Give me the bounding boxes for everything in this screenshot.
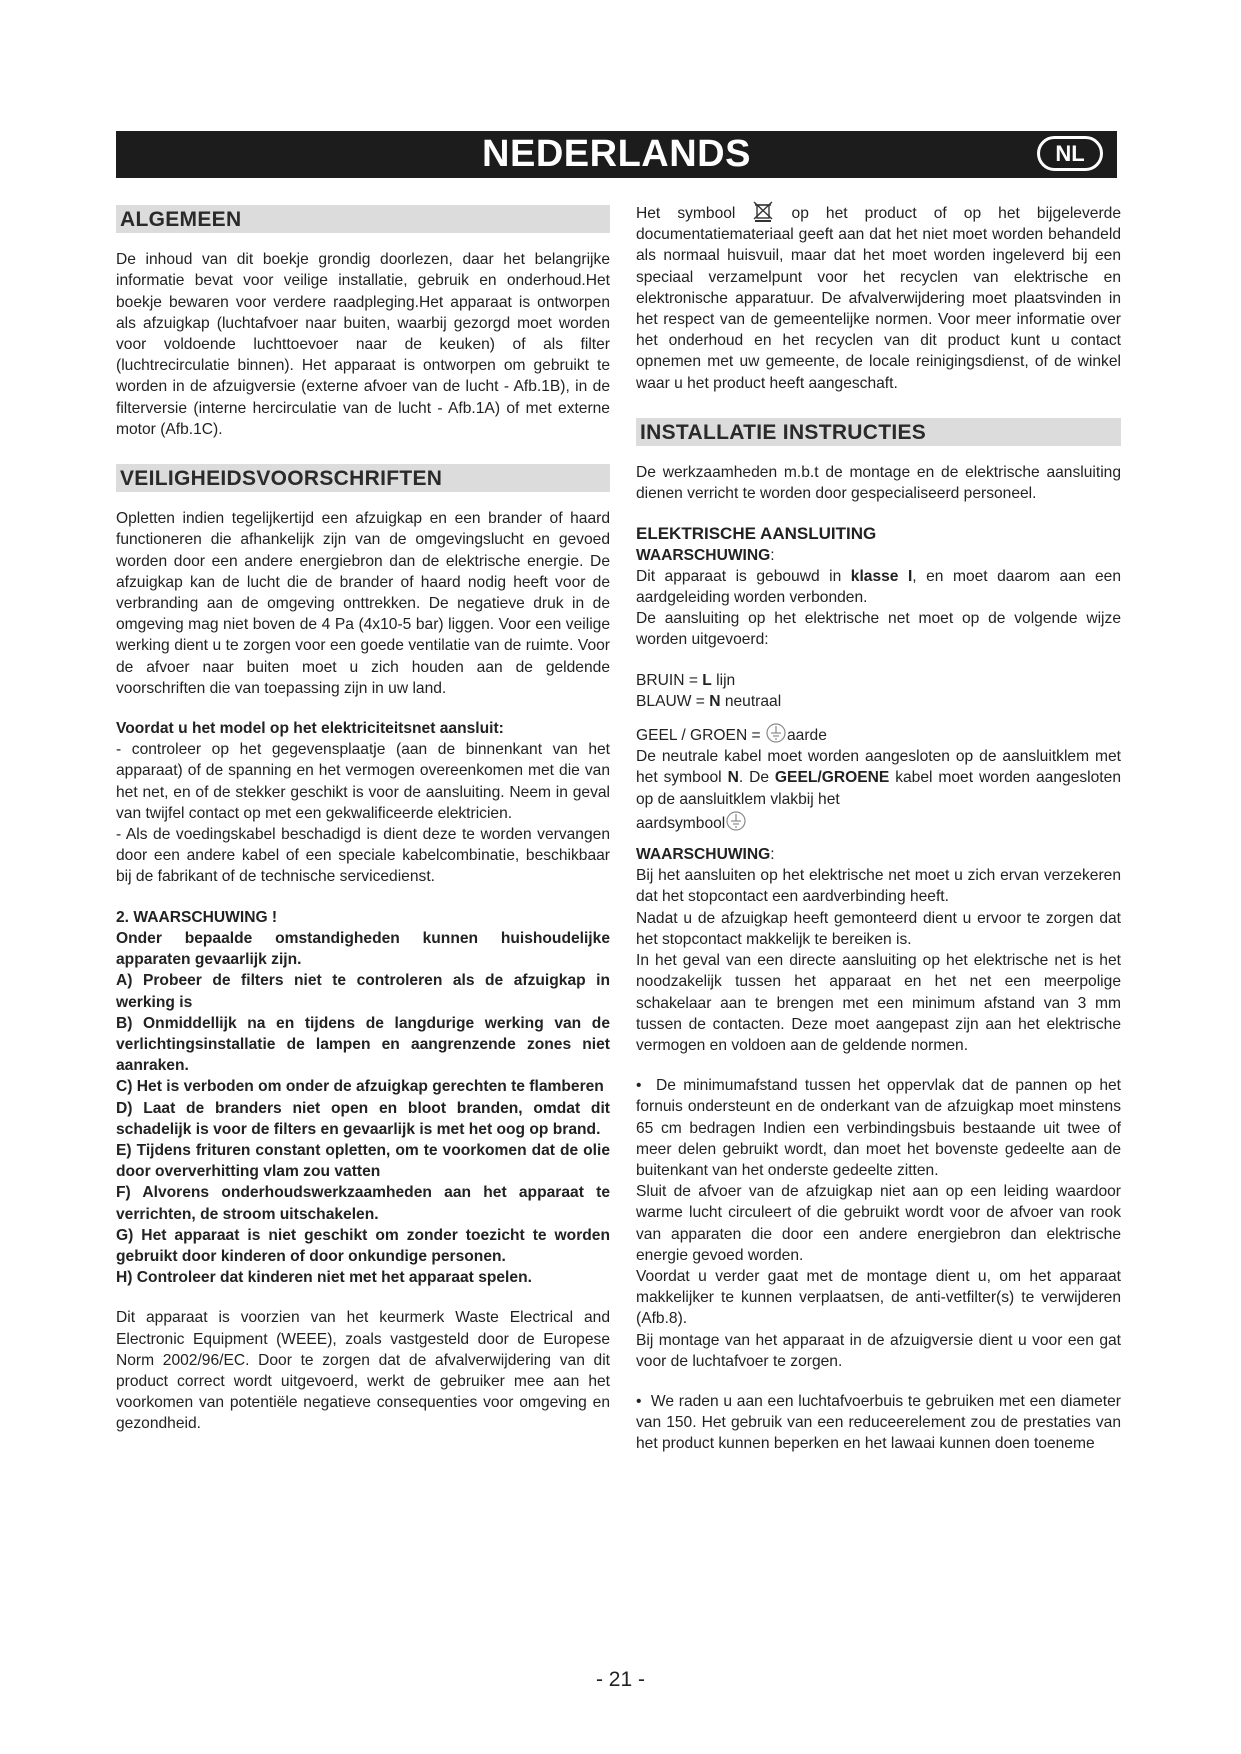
section-heading-algemeen: ALGEMEEN: [116, 205, 610, 233]
p-voordat: Voordat u verder gaat met de montage dient u, om het apparaat makkelijker te kunnen verplaatsen, de anti-vetfilter(s) te verwijderen (Afb.8).: [636, 1267, 1121, 1328]
crossed-bin-icon: [752, 200, 774, 222]
weee-symbol-paragraph: Het symbool op het product of op het bijgeleverde documentatiemateriaal geeft aan dat het niet moet worden behandeld als normaal huisvuil, maar dat het moet worden ingeleverd bij een speciaal verzamelpunt voor het recyclen van elektrische en elektronische apparatuur. De afvalverwijdering moet plaatsvinden in het respect van de gemeentelijke normen. Voor meer informatie over het onderhoud en het recyclen van dit product kunt u contact opnemen met uw gemeente, de locale reinigingsdienst, of de winkel waar u het product heeft aangeschaft.: [636, 200, 1121, 394]
wire-green: GEEL / GROEN = aarde: [636, 722, 1121, 746]
warning-item: C) Het is verboden om onder de afzuigkap gerechten te flamberen: [116, 1078, 604, 1096]
warning2-p3: In het geval van een directe aansluiting op het elektrische net is het noodzakelijk tussen het apparaat en het net een meerpolige schakelaar aan te brengen met een minimum afstand van 3 mm tussen de contacten. Deze moet aangepast zijn aan het elektrische vermogen en voldoen aan de geldende normen.: [636, 952, 1121, 1054]
neutral-text: De neutrale kabel moet worden aangesloten op de aansluitklem met het symbool N. De GEEL/GROENE kabel moet worden aangesloten op de aansluitklem vlakbij het: [636, 748, 1121, 808]
elec-warning-label: WAARSCHUWING:: [636, 546, 775, 564]
connect-text: De aansluiting op het elektrische net moet op de volgende wijze worden uitgevoerd:: [636, 610, 1121, 649]
veiligheid-text: Opletten indien tegelijkertijd een afzuigkap en een brander of haard functioneren die afhankelijk zijn van de omgevingslucht en gevoed worden door een andere energiebron dan de elektrische energie. De afzuigkap kan de lucht die de brander of haard nodig heeft voor de verbranding aan de omgeving onttrekken. De negatieve druk in de omgeving mag niet boven de 4 Pa (4x10-5 bar) liggen. Voor een veilige werking dient u te zorgen voor een goede ventilatie van de ruimte. Voor de afvoer naar buiten moet u zich houden aan de geldende voorschriften die van toepassing zijn in uw land.: [116, 510, 610, 697]
language-badge: NL: [1037, 136, 1103, 171]
section-heading-installatie: INSTALLATIE INSTRUCTIES: [636, 418, 1121, 446]
page-number: - 21 -: [595, 1668, 645, 1691]
warning-item: E) Tijdens frituren constant opletten, om te voorkomen dat de olie door oververhitting vlam zou vatten: [116, 1141, 610, 1181]
warning2-p1: Bij het aansluiten op het elektrische net moet u zich ervan verzekeren dat het stopcontact een aardverbinding heeft.: [636, 867, 1121, 906]
left-column: [116, 200, 610, 1435]
warning-item: G) Het apparaat is niet geschikt om zonder toezicht te worden gebruikt door kinderen of door onkundige personen.: [116, 1226, 610, 1265]
warning-item: F) Alvorens onderhoudswerkzaamheden aan het apparaat te verrichten, de stroom uitschakelen.: [116, 1184, 610, 1223]
language-header-bar: [116, 131, 1117, 178]
installatie-text: De werkzaamheden m.b.t de montage en de elektrische aansluiting dienen verricht te worden door gespecialiseerd personeel.: [636, 464, 1121, 503]
class-text: Dit apparaat is gebouwd in klasse I, en moet daarom aan een aardgeleiding worden verbonden.: [636, 567, 1121, 607]
bullet-distance: • De minimumafstand tussen het oppervlak dat de pannen op het fornuis ondersteunt en de onderkant van de afzuigkap moet minstens 65 cm bedragen Indien een verbindingsbuis bestaande uit twee of meer delen gebruikt wordt, dan moet het bovenste gedeelte aan de buitenkant van het onderste gedeelte zitten.: [636, 1077, 1122, 1179]
warning-item: H) Controleer dat kinderen niet met het apparaat spelen.: [116, 1269, 532, 1287]
warning-item: D) Laat de branders niet open en bloot branden, omdat dit schadelijk is voor de filters en gevaarlijk is met het oog op brand.: [116, 1099, 610, 1138]
earth-icon: [725, 810, 747, 832]
p-bij: Bij montage van het apparaat in de afzuigversie dient u voor een gat voor de luchtafvoer te zorgen.: [636, 1331, 1121, 1370]
before-connect-item-1: - controleer op het gegevensplaatje (aan de binnenkant van het apparaat) of de spanning en het vermogen overeenkomen met die van het net, en of de stekker geschikt is voor de aansluiting. Neem in geval van twijfel contact op met een gekwalificeerde elektricien.: [116, 741, 610, 822]
section-heading-veiligheid: VEILIGHEIDSVOORSCHRIFTEN: [116, 464, 610, 492]
wire-blue: BLAUW = N neutraal: [636, 692, 782, 710]
algemeen-text: De inhoud van dit boekje grondig doorlezen, daar het belangrijke informatie bevat voor veilige installatie, gebruik en onderhoud.Het boekje bewaren voor verdere raadpleging.Het apparaat is ontworpen als afzuigkap (luchtafvoer naar buiten, waarbij gezorgd moet worden voor voldoende luchttoevoer naar de keuken) of als filter (luchtrecirculatie binnen). Het apparaat is ontworpen om gebruikt te worden in de afzuigversie (externe afvoer van de lucht - Afb.1B), in de filterversie (interne hercirculatie van de lucht - Afb.1A) of met externe motor (Afb.1C).: [116, 251, 610, 438]
page-title: NEDERLANDS: [482, 133, 751, 175]
right-column: [636, 200, 1121, 1455]
wire-brown: BRUIN = L lijn: [636, 671, 736, 689]
earth-icon: [765, 722, 787, 744]
weee-text: Dit apparaat is voorzien van het keurmerk Waste Electrical and Electronic Equipment (WEEE), zoals vastgesteld door de Europese Norm 2002/96/EC. Door te zorgen dat de afvalverwijdering van dit product correct wordt uitgevoerd, werkt de gebruiker mee aan het voorkomen van potentiële negatieve consequenties voor omgeving en gezondheid.: [116, 1309, 610, 1433]
earth-symbol-line: aardsymbool: [636, 810, 1121, 834]
warning2-p2: Nadat u de afzuigkap heeft gemonteerd dient u ervoor te zorgen dat het stopcontact makkelijk te bereiken is.: [636, 909, 1121, 948]
warning2-label: WAARSCHUWING:: [636, 846, 775, 864]
p-sluit: Sluit de afvoer van de afzuigkap niet aan op een leiding waardoor warme lucht circuleert of die gebruikt wordt voor de afvoer van rook van apparaten die door een andere energiebron dan elektrische energie gevoed worden.: [636, 1183, 1121, 1264]
warning-item: A) Probeer de filters niet te controleren als de afzuigkap in werking is: [116, 972, 610, 1011]
warning-heading: 2. WAARSCHUWING !: [116, 908, 278, 926]
bullet-pipe: • We raden u aan een luchtafvoerbuis te gebruiken met een diameter van 150. Het gebruik van een reduceerelement zou de prestaties van het product kunnen beperken en het lawaai kunnen doen toeneme: [636, 1392, 1121, 1453]
before-connect-heading: Voordat u het model op het elektriciteitsnet aansluit:: [116, 720, 504, 738]
before-connect-item-2: - Als de voedingskabel beschadigd is dient deze te worden vervangen door een andere kabel of een speciale kabelcombinatie, beschikbaar bij de fabrikant of de technische servicedienst.: [116, 826, 610, 886]
warning-item: B) Onmiddellijk na en tijdens de langdurige werking van de verlichtingsinstallatie de lampen en aangrenzende zones niet aanraken.: [116, 1014, 610, 1075]
warning-item: Onder bepaalde omstandigheden kunnen huishoudelijke apparaten gevaarlijk zijn.: [116, 929, 610, 969]
elec-heading: ELEKTRISCHE AANSLUITING: [636, 524, 877, 544]
